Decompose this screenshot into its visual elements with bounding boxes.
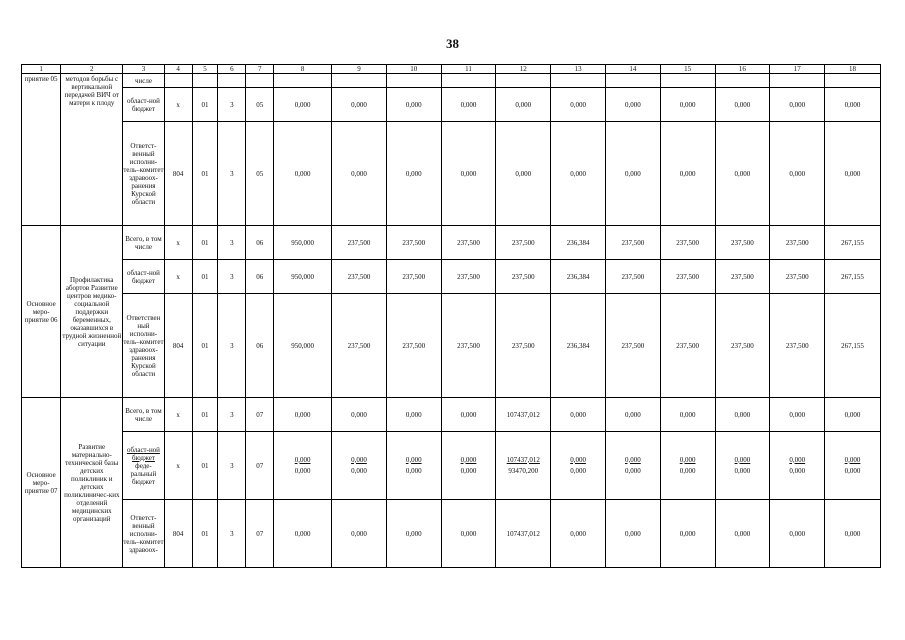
value-cell: 0,000 (332, 122, 387, 226)
value-cell: 237,500 (332, 294, 387, 398)
value-regional: 0,000 (844, 455, 861, 464)
event-code-cell: 06 (246, 260, 274, 294)
value-cell: 0,000 (332, 500, 387, 568)
value-cell: 237,500 (441, 226, 496, 260)
funding-source-cell: област-ной бюджет (123, 260, 164, 294)
value-cell: 0,000 (715, 500, 770, 568)
value-cell: 237,500 (605, 294, 660, 398)
value-cell (770, 74, 825, 88)
admin-code-cell: х (164, 88, 192, 122)
value-regional: 0,000 (405, 455, 422, 464)
value-federal: 0,000 (405, 466, 422, 475)
column-header: 10 (386, 65, 441, 74)
value-cell (386, 74, 441, 88)
subprogram-code-cell: 3 (218, 294, 246, 398)
program-code-cell: 01 (192, 398, 218, 432)
admin-code-cell: х (164, 432, 192, 500)
table-row (22, 294, 881, 398)
value-cell: 237,500 (715, 294, 770, 398)
value-cell: 0,000 (332, 398, 387, 432)
table-row (22, 398, 881, 432)
value-cell: 0,000 (660, 398, 715, 432)
value-cell: 0,000 (715, 398, 770, 432)
value-cell: 0,000 (274, 88, 332, 122)
value-cell: 0,000 (715, 122, 770, 226)
header-row (22, 65, 881, 74)
column-header: 11 (441, 65, 496, 74)
value-cell: 0,000 (551, 398, 606, 432)
event-code-cell (246, 74, 274, 88)
value-federal: 93470,200 (508, 466, 539, 475)
value-cell: 0,000 (605, 500, 660, 568)
funding-source-cell: числе (123, 74, 164, 88)
program-code-cell: 01 (192, 294, 218, 398)
value-cell: 0,000 (605, 122, 660, 226)
value-cell (770, 432, 825, 500)
value-cell: 237,500 (496, 260, 551, 294)
admin-code-cell (164, 74, 192, 88)
admin-code-cell: 804 (164, 500, 192, 568)
subprogram-code-cell: 3 (218, 122, 246, 226)
value-cell: 237,500 (332, 260, 387, 294)
value-cell: 0,000 (496, 88, 551, 122)
column-header: 9 (332, 65, 387, 74)
column-header: 5 (192, 65, 218, 74)
activity-name-cell: Профилактика абортов Развитие центров медико-социальной поддержки беременных, оказавшихся в трудной жизненной ситуации (61, 226, 123, 398)
value-cell: 0,000 (660, 88, 715, 122)
column-header: 1 (22, 65, 61, 74)
value-cell: 0,000 (660, 500, 715, 568)
value-cell: 0,000 (274, 122, 332, 226)
column-header: 2 (61, 65, 123, 74)
funding-source-cell: област-ной бюджет (123, 88, 164, 122)
value-cell: 237,500 (496, 294, 551, 398)
value-cell: 0,000 (386, 500, 441, 568)
value-cell: 237,500 (770, 226, 825, 260)
value-cell (715, 74, 770, 88)
value-cell: 237,500 (605, 260, 660, 294)
value-federal: 0,000 (844, 466, 861, 475)
table-row (22, 500, 881, 568)
subprogram-code-cell: 3 (218, 432, 246, 500)
column-header: 13 (551, 65, 606, 74)
funding-source-cell: Всего, в том числе (123, 226, 164, 260)
value-cell: 237,500 (332, 226, 387, 260)
value-cell: 0,000 (441, 500, 496, 568)
activity-name-cell: методов борьбы с вертикальной передачей ВИЧ от матери к плоду (61, 74, 123, 226)
value-cell: 237,500 (386, 294, 441, 398)
subprogram-code-cell: 3 (218, 260, 246, 294)
value-regional: 0,000 (679, 455, 696, 464)
event-code-cell: 06 (246, 294, 274, 398)
value-regional: 0,000 (570, 455, 586, 464)
event-code-cell: 07 (246, 398, 274, 432)
subprogram-code-cell: 3 (218, 398, 246, 432)
value-cell: 0,000 (274, 500, 332, 568)
value-cell: 0,000 (770, 398, 825, 432)
value-cell: 0,000 (770, 122, 825, 226)
subprogram-code-cell: 3 (218, 88, 246, 122)
value-cell: 237,500 (605, 226, 660, 260)
value-cell: 237,500 (715, 260, 770, 294)
value-cell: 950,000 (274, 294, 332, 398)
table-row (22, 226, 881, 260)
value-regional: 0,000 (624, 455, 641, 464)
value-cell: 0,000 (551, 500, 606, 568)
value-federal: 0,000 (294, 466, 311, 475)
value-cell: 107437,012 (496, 398, 551, 432)
value-cell: 237,500 (441, 294, 496, 398)
program-code-cell: 01 (192, 226, 218, 260)
column-header: 16 (715, 65, 770, 74)
value-federal: 0,000 (570, 466, 586, 475)
value-cell (332, 432, 387, 500)
subprogram-code-cell (218, 74, 246, 88)
column-header: 18 (825, 65, 881, 74)
subprogram-code-cell: 3 (218, 500, 246, 568)
value-regional: 107437,012 (506, 455, 540, 464)
admin-code-cell: 804 (164, 122, 192, 226)
value-cell: 0,000 (825, 500, 881, 568)
table-row (22, 74, 881, 88)
event-code-cell: 07 (246, 432, 274, 500)
funding-source-cell (123, 432, 164, 500)
admin-code-cell: 804 (164, 294, 192, 398)
column-header: 8 (274, 65, 332, 74)
page-number: 38 (446, 36, 459, 51)
value-cell: 950,000 (274, 226, 332, 260)
value-cell: 950,000 (274, 260, 332, 294)
admin-code-cell: х (164, 398, 192, 432)
funding-source-cell: Ответствен ный исполни-тель–комитет здравоох-ранения Курской области (123, 294, 164, 398)
value-cell (825, 432, 881, 500)
value-regional: 0,000 (789, 455, 806, 464)
value-federal: 0,000 (734, 466, 751, 475)
value-cell: 0,000 (715, 88, 770, 122)
budget-table (21, 64, 881, 568)
funding-source-cell: Ответст-венный исполни-тель–комитет здравоох- (123, 500, 164, 568)
activity-code-cell: приятие 05 (22, 74, 61, 226)
program-code-cell: 01 (192, 88, 218, 122)
value-cell: 107437,012 (496, 500, 551, 568)
value-cell: 0,000 (551, 88, 606, 122)
program-code-cell: 01 (192, 500, 218, 568)
funding-source-federal: феде-ральный бюджет (130, 461, 157, 486)
value-cell: 237,500 (770, 294, 825, 398)
value-cell (274, 432, 332, 500)
value-cell: 237,500 (660, 260, 715, 294)
value-regional: 0,000 (734, 455, 751, 464)
value-cell: 267,155 (825, 226, 881, 260)
value-regional: 0,000 (294, 455, 311, 464)
value-cell: 0,000 (605, 398, 660, 432)
value-cell (274, 74, 332, 88)
column-header: 6 (218, 65, 246, 74)
column-header: 12 (496, 65, 551, 74)
value-cell: 237,500 (441, 260, 496, 294)
value-cell: 0,000 (496, 122, 551, 226)
value-cell (386, 432, 441, 500)
value-cell: 0,000 (274, 398, 332, 432)
value-cell (496, 432, 551, 500)
activity-code-cell: Основное меро-приятие 06 (22, 226, 61, 398)
program-code-cell: 01 (192, 432, 218, 500)
value-cell (715, 432, 770, 500)
value-cell: 0,000 (441, 122, 496, 226)
value-cell: 237,500 (770, 260, 825, 294)
value-cell: 237,500 (386, 226, 441, 260)
value-cell: 0,000 (332, 88, 387, 122)
value-regional: 0,000 (460, 455, 477, 464)
value-federal: 0,000 (789, 466, 806, 475)
column-header: 17 (770, 65, 825, 74)
column-header: 7 (246, 65, 274, 74)
admin-code-cell: х (164, 226, 192, 260)
value-federal: 0,000 (351, 466, 367, 475)
value-cell (441, 432, 496, 500)
event-code-cell: 05 (246, 88, 274, 122)
value-cell: 267,155 (825, 260, 881, 294)
subprogram-code-cell: 3 (218, 226, 246, 260)
table-row (22, 260, 881, 294)
value-cell: 0,000 (441, 88, 496, 122)
value-cell (496, 74, 551, 88)
funding-source-cell: Ответст-венный исполни-тель–комитет здравоох-ранения Курской области (123, 122, 164, 226)
admin-code-cell: х (164, 260, 192, 294)
value-cell: 0,000 (441, 398, 496, 432)
table-row (22, 122, 881, 226)
value-cell (441, 74, 496, 88)
value-cell: 236,384 (551, 260, 606, 294)
value-cell (605, 432, 660, 500)
program-code-cell: 01 (192, 260, 218, 294)
funding-source-cell: Всего, в том числе (123, 398, 164, 432)
value-cell: 0,000 (660, 122, 715, 226)
value-regional: 0,000 (351, 455, 367, 464)
value-cell: 0,000 (770, 500, 825, 568)
value-cell (332, 74, 387, 88)
column-header: 3 (123, 65, 164, 74)
value-cell: 237,500 (660, 294, 715, 398)
value-cell (605, 74, 660, 88)
value-federal: 0,000 (460, 466, 477, 475)
program-code-cell (192, 74, 218, 88)
activity-code-cell: Основное меро-приятие 07 (22, 398, 61, 568)
table-row (22, 88, 881, 122)
value-cell: 0,000 (825, 122, 881, 226)
value-cell: 237,500 (496, 226, 551, 260)
column-header: 4 (164, 65, 192, 74)
value-cell: 0,000 (386, 398, 441, 432)
event-code-cell: 06 (246, 226, 274, 260)
value-cell: 0,000 (386, 88, 441, 122)
column-header: 14 (605, 65, 660, 74)
table-row (22, 432, 881, 500)
value-cell: 0,000 (770, 88, 825, 122)
value-cell: 236,384 (551, 294, 606, 398)
program-code-cell: 01 (192, 122, 218, 226)
value-cell (551, 432, 606, 500)
value-cell (825, 74, 881, 88)
value-federal: 0,000 (624, 466, 641, 475)
value-cell (660, 432, 715, 500)
event-code-cell: 07 (246, 500, 274, 568)
value-cell: 0,000 (825, 398, 881, 432)
value-cell (660, 74, 715, 88)
value-cell: 0,000 (386, 122, 441, 226)
value-cell: 0,000 (551, 122, 606, 226)
value-cell: 237,500 (386, 260, 441, 294)
value-cell: 237,500 (715, 226, 770, 260)
funding-source-regional: област-ной бюджет (126, 445, 160, 462)
value-cell (551, 74, 606, 88)
value-cell: 0,000 (825, 88, 881, 122)
value-cell: 237,500 (660, 226, 715, 260)
column-header: 15 (660, 65, 715, 74)
value-cell: 267,155 (825, 294, 881, 398)
value-federal: 0,000 (679, 466, 696, 475)
value-cell: 236,384 (551, 226, 606, 260)
activity-name-cell: Развитие материально-технической базы детских поликлиник и детских поликлиничес-ких отделений медицинских организаций (61, 398, 123, 568)
value-cell: 0,000 (605, 88, 660, 122)
event-code-cell: 05 (246, 122, 274, 226)
